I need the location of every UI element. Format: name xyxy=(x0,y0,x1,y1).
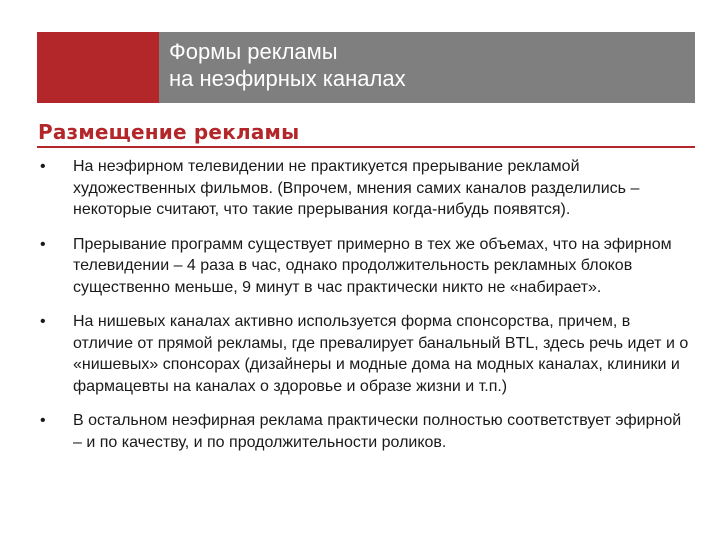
slide-title-line-1: Формы рекламы xyxy=(169,39,338,64)
bullet-text: В остальном неэфирная реклама практически полностью соответствует эфирной – и по качеству, и по продолжительности роликов. xyxy=(73,412,682,451)
bullet-list xyxy=(0,156,720,466)
slide-title xyxy=(169,38,689,92)
bullet-dot-icon: • xyxy=(40,313,46,330)
bullet-text: На нишевых каналах активно используется форма спонсорства, причем, в отличие от прямой рекламы, где превалирует банальный BTL, здесь речь идет и о «нишевых» спонсорах (дизайнеры и модные дома на модных каналах, клиники и фармацевты на каналах о здоровье и образе жизни и т.п.) xyxy=(73,313,689,395)
bullet-item xyxy=(0,311,720,397)
bullet-item xyxy=(0,410,720,453)
bullet-dot-icon: • xyxy=(40,158,46,175)
bullet-text: На неэфирном телевидении не практикуется прерывание рекламой художественных фильмов. (Впрочем, мнения самих каналов разделились – некоторые считают, что такие прерывания когда-нибудь появятся). xyxy=(73,158,640,218)
bullet-item xyxy=(0,234,720,299)
section-divider xyxy=(37,146,695,148)
bullet-dot-icon: • xyxy=(40,412,46,429)
slide-title-line-2: на неэфирных каналах xyxy=(169,66,406,91)
header-accent-block xyxy=(37,32,159,103)
bullet-item xyxy=(0,156,720,221)
bullet-text: Прерывание программ существует примерно в тех же объемах, что на эфирном телевидении – 4 раза в час, однако продолжительность рекламных блоков существенно меньше, 9 минут в час практически никто не «набирает». xyxy=(73,235,672,296)
section-heading: Размещение рекламы xyxy=(38,120,300,144)
bullet-dot-icon: • xyxy=(40,235,46,253)
